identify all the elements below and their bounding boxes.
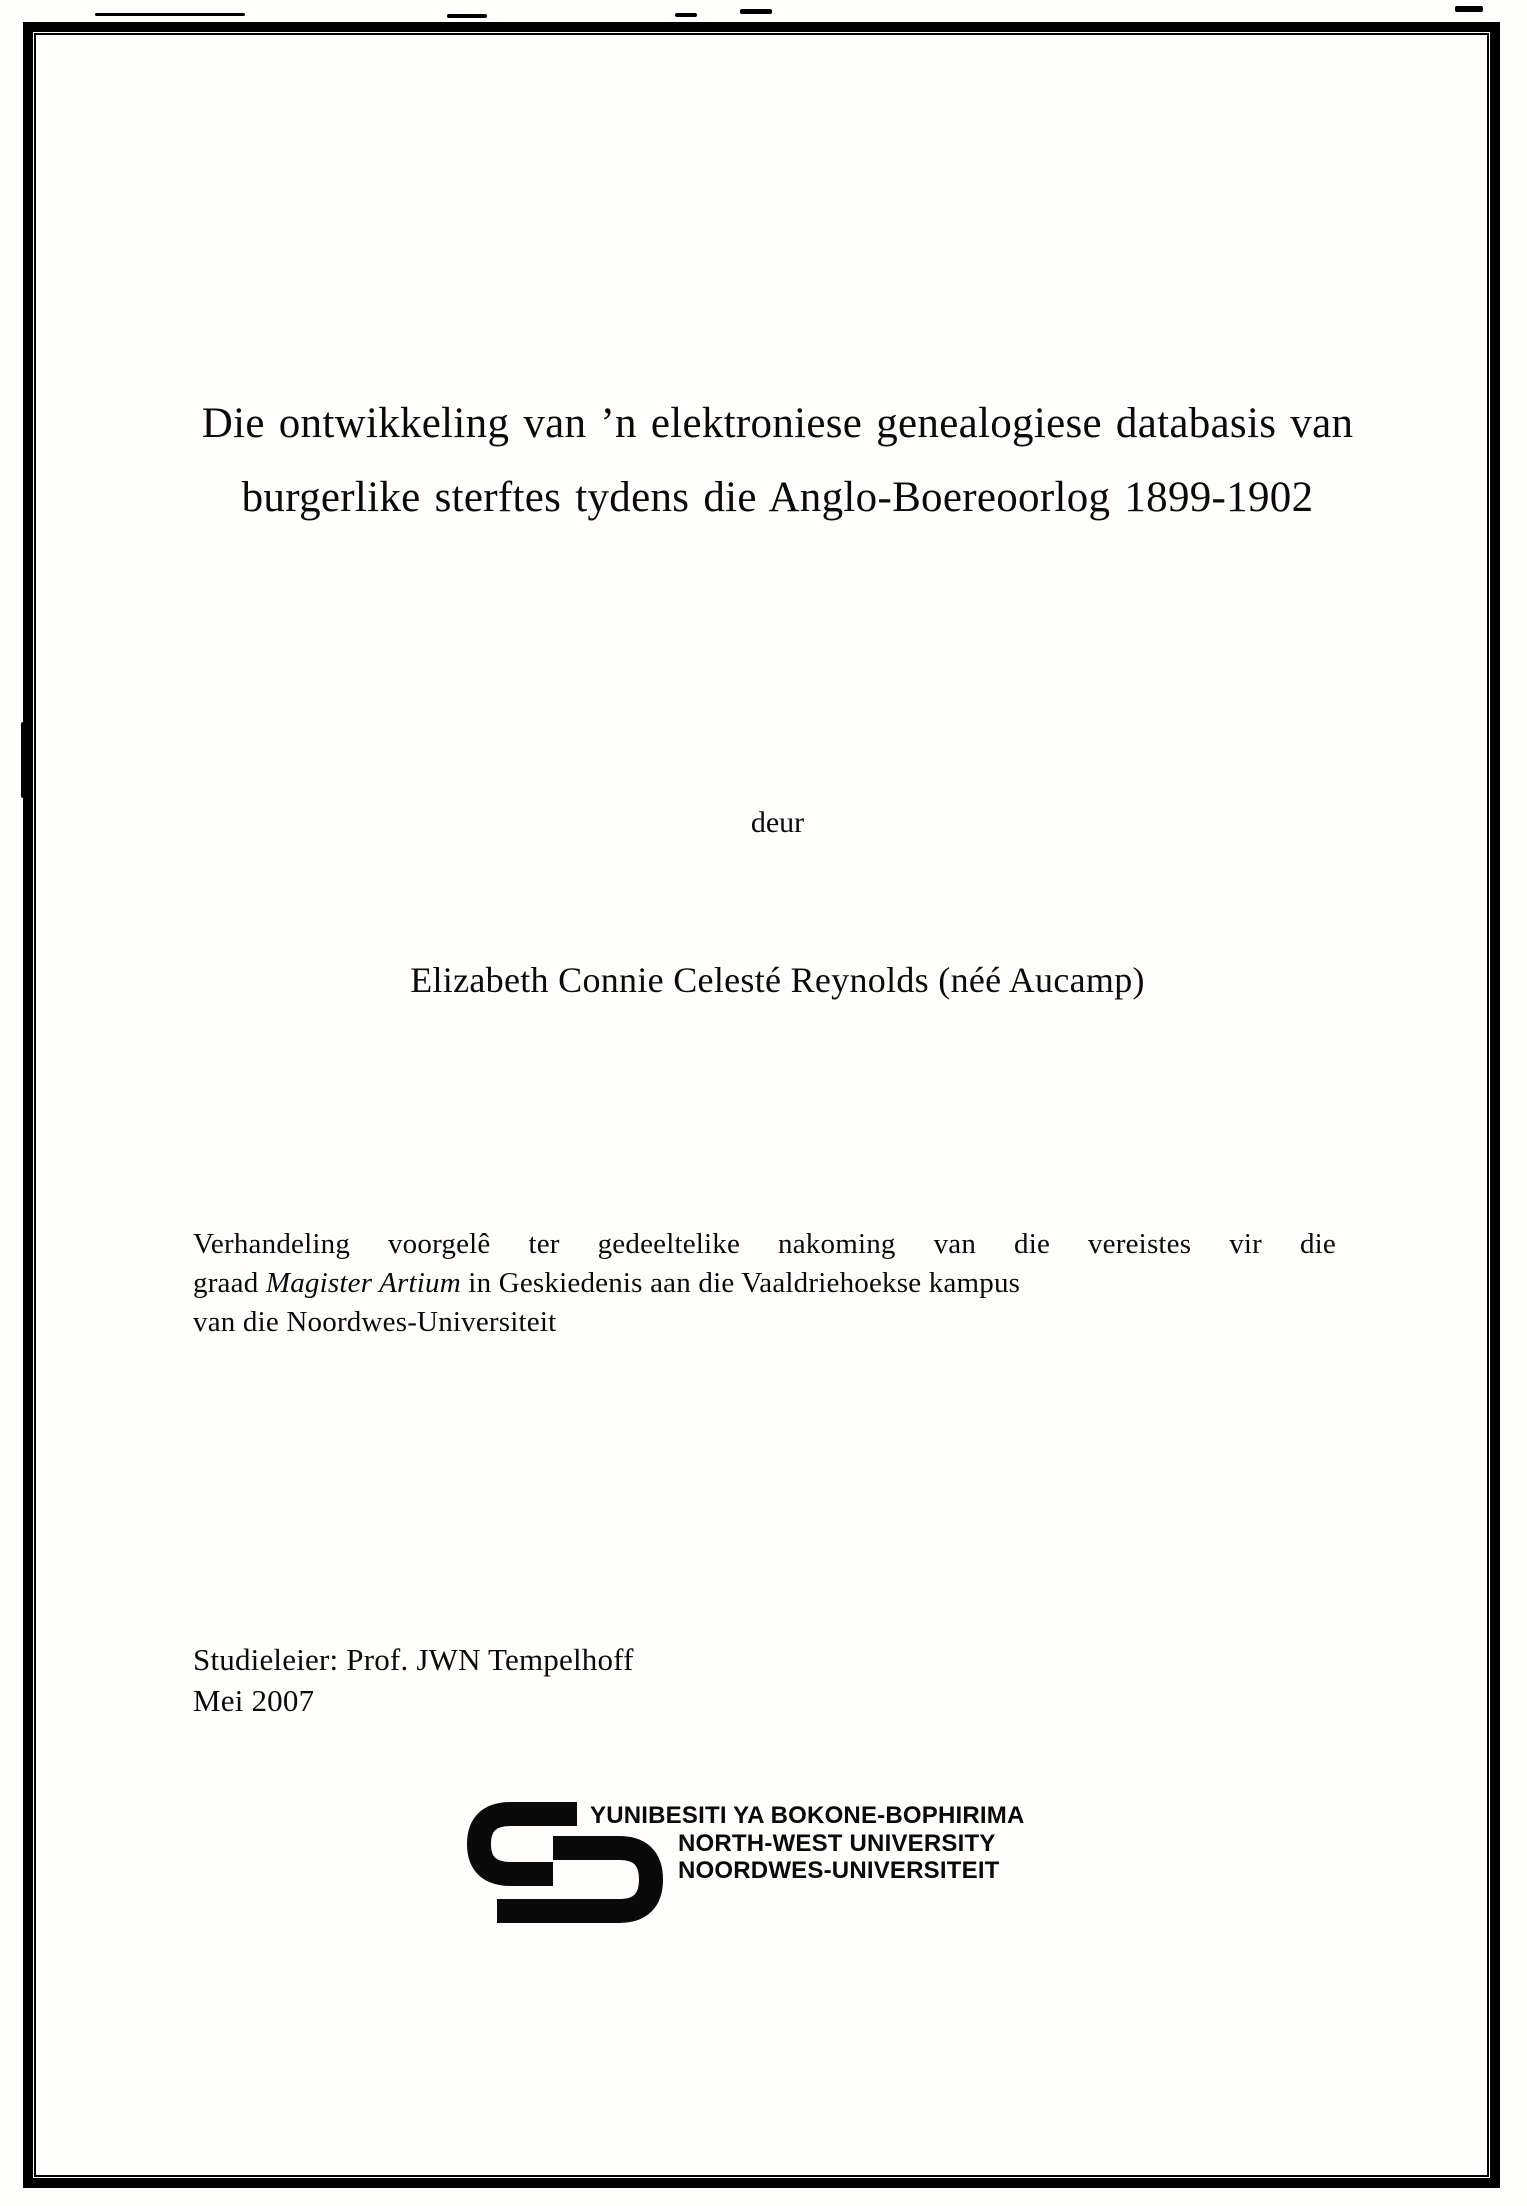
scan-artifact (740, 9, 772, 14)
supervisor-block (193, 1639, 634, 1721)
degree-statement-line2-suffix: in Geskiedenis aan die Vaaldriehoekse kampus (460, 1267, 1021, 1299)
logo-text-line1: YUNIBESITI YA BOKONE-BOPHIRIMA (590, 1802, 1025, 1829)
degree-statement (193, 1225, 1336, 1342)
university-logo-text (590, 1802, 1025, 1885)
thesis-title-line2: burgerlike sterftes tydens die Anglo-Boereoorlog 1899-1902 (241, 474, 1314, 521)
logo-text-line3: NOORDWES-UNIVERSITEIT (678, 1857, 1000, 1884)
degree-name-italic: Magister Artium (265, 1267, 461, 1299)
degree-statement-line2 (193, 1264, 1336, 1303)
supervisor-line: Studieleier: Prof. JWN Tempelhoff (193, 1642, 634, 1677)
thesis-title (190, 387, 1365, 535)
thesis-title-line1: Die ontwikkeling van ’n elektroniese genealogiese databasis van (201, 400, 1354, 447)
scan-artifact (447, 14, 487, 18)
author-name: Elizabeth Connie Celesté Reynolds (néé Aucamp) (410, 960, 1145, 1000)
degree-statement-line3: van die Noordwes-Universiteit (193, 1306, 557, 1338)
byline-deur: deur (750, 806, 805, 839)
degree-statement-line1: Verhandeling voorgelê ter gedeeltelike nakoming van die vereistes vir die (193, 1228, 1336, 1260)
logo-text-line2: NORTH-WEST UNIVERSITY (678, 1829, 996, 1857)
scan-artifact (21, 722, 28, 798)
scan-artifact (1455, 6, 1483, 12)
degree-statement-line2-prefix: graad (193, 1267, 266, 1299)
date-line: Mei 2007 (193, 1683, 315, 1718)
scan-artifact (675, 13, 697, 17)
scan-artifact (95, 13, 245, 16)
